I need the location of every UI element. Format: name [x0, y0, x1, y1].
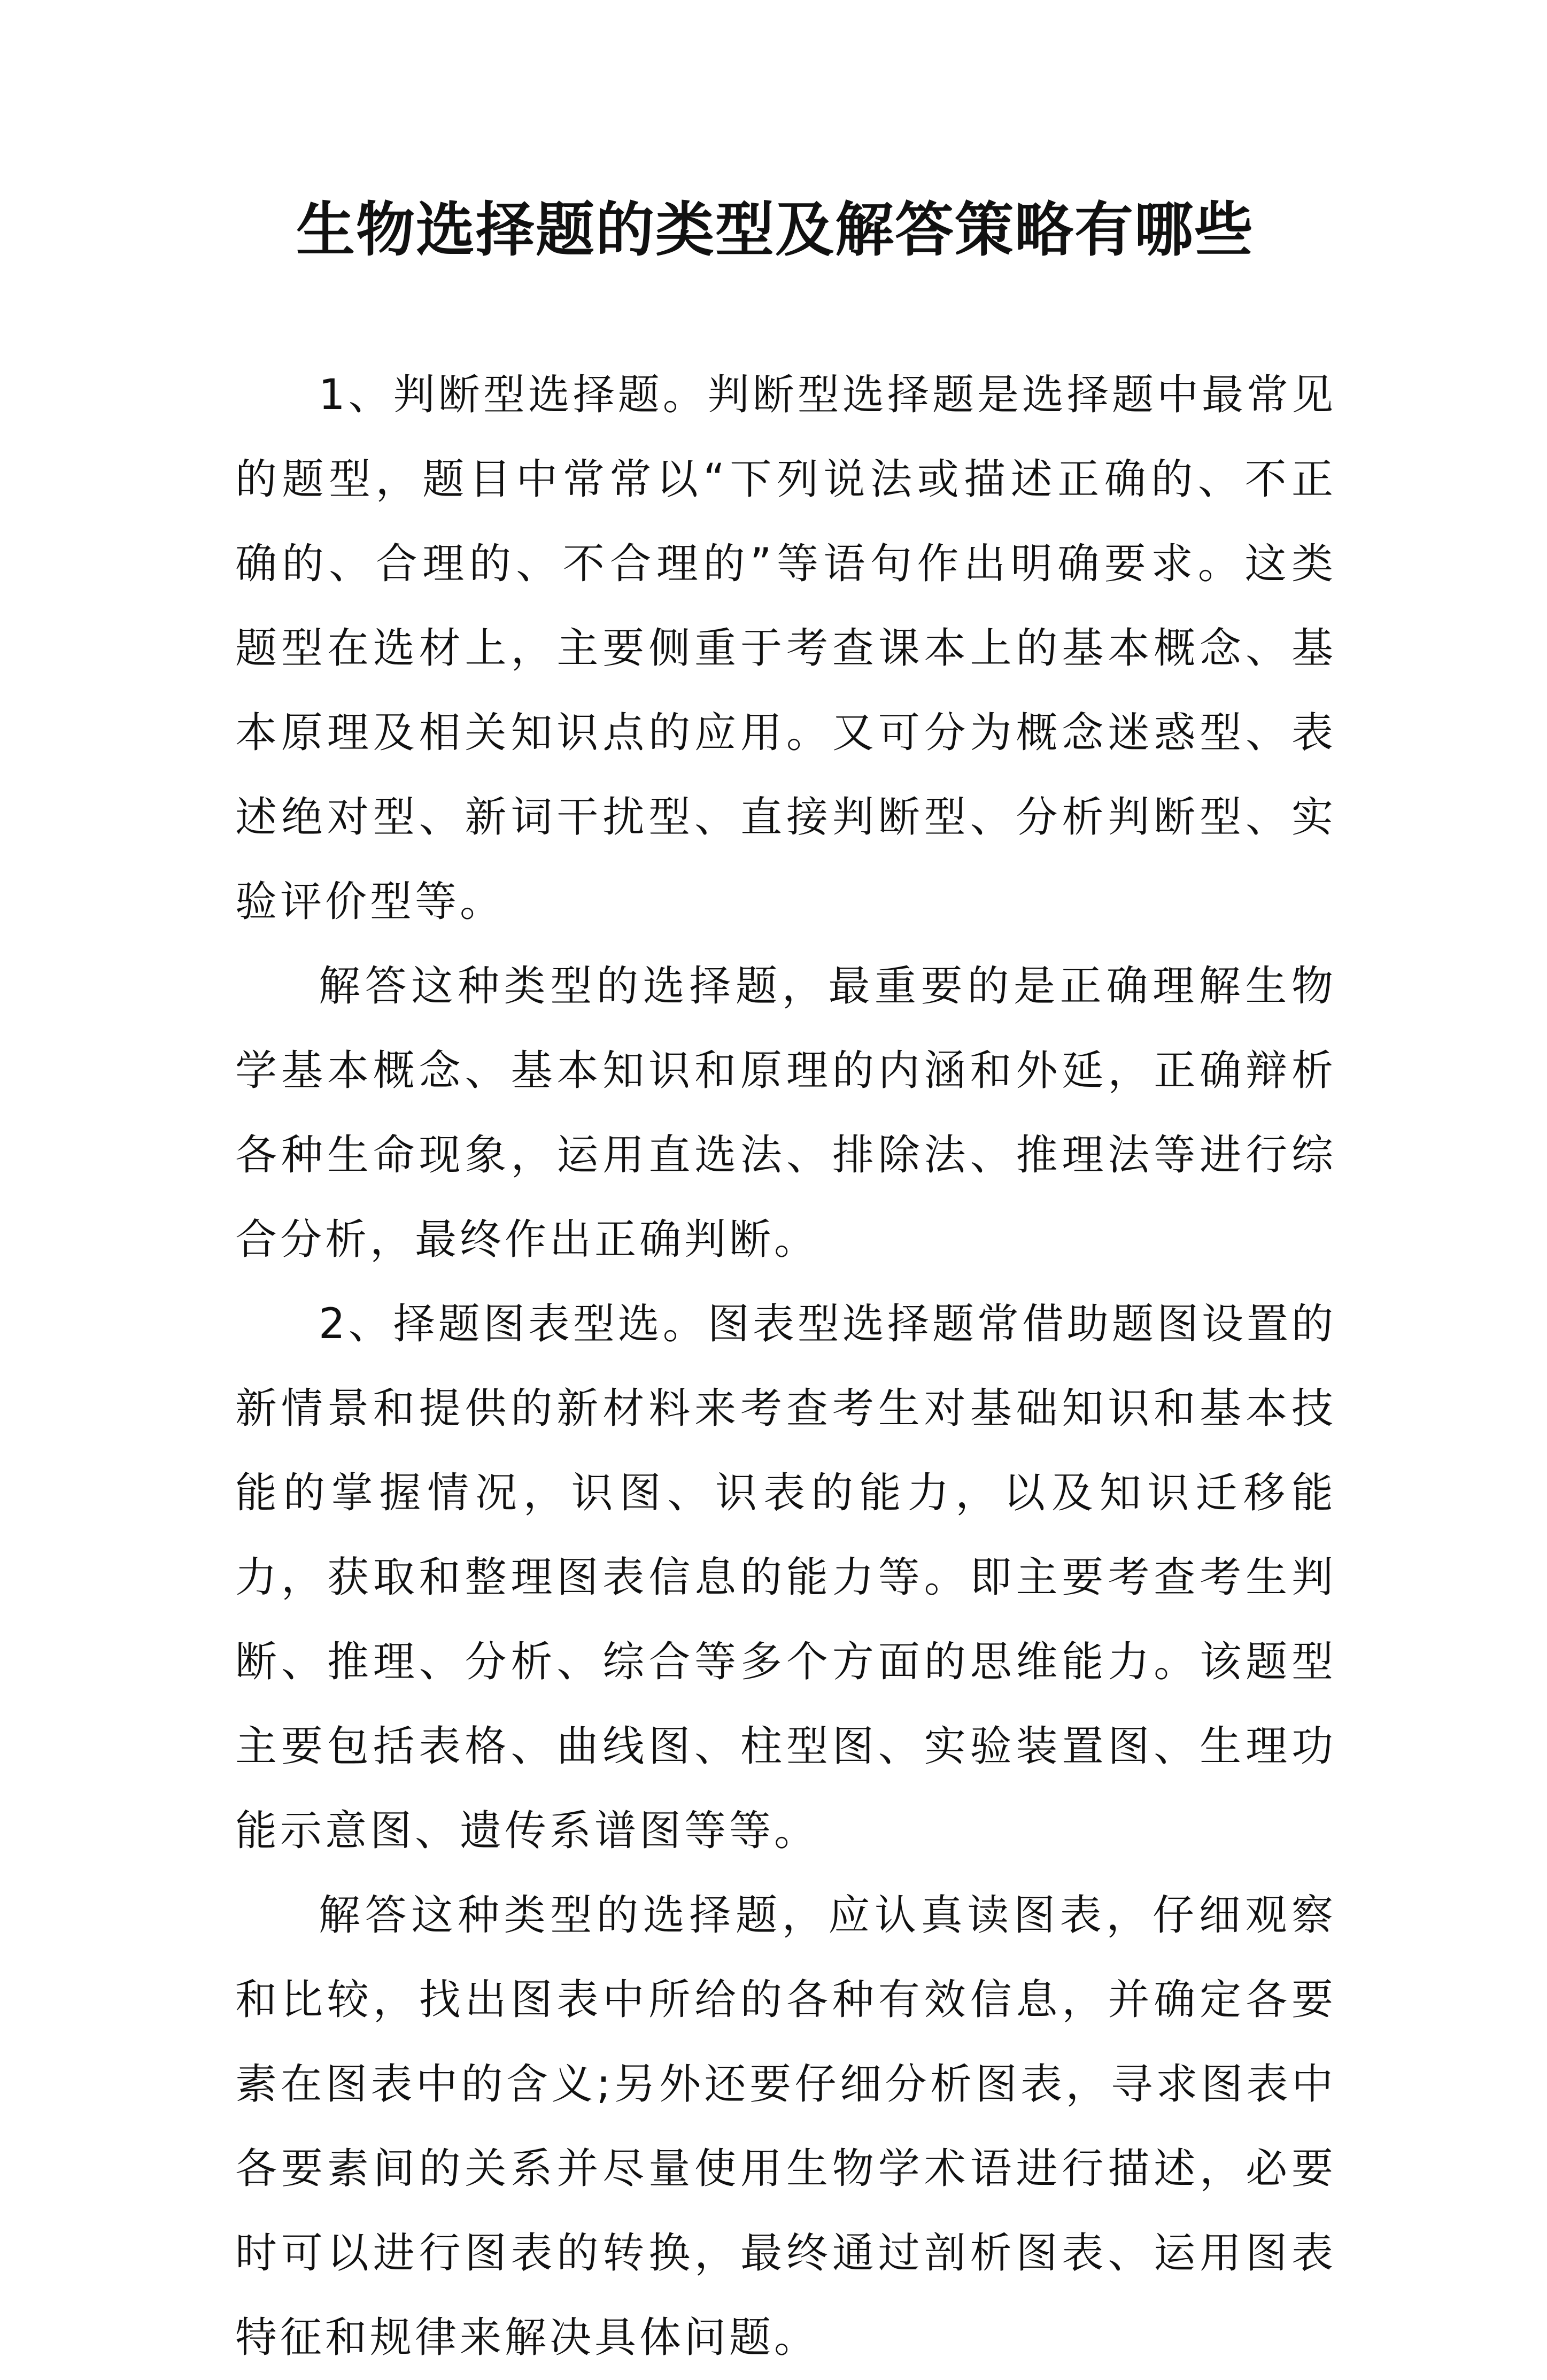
paragraph-chart-type: 2、择题图表型选。图表型选择题常借助题图设置的新情景和提供的新材料来考查考生对基础知识和基本技能的掌握情况，识图、识表的能力，以及知识迁移能力，获取和整理图表信息的能力等。即主要考查考生判断、推理、分析、综合等多个方面的思维能力。该题型主要包括表格、曲线图、柱型图、实验装置图、生理功能示意图、遗传系谱图等等。: [235, 1300, 1336, 1855]
paragraph-chart-strategy: 解答这种类型的选择题，应认真读图表，仔细观察和比较，找出图表中所给的各种有效信息，并确定各要素在图表中的含义;另外还要仔细分析图表，寻求图表中各要素间的关系并尽量使用生物学术语进行描述，必要时可以进行图表的转换，最终通过剖析图表、运用图表特征和规律来解决具体问题。: [235, 1891, 1336, 2362]
document-body: [235, 353, 1336, 2380]
paragraph-judgment-type: 1、判断型选择题。判断型选择题是选择题中最常见的题型，题目中常常以“下列说法或描述正确的、不正确的、合理的、不合理的”等语句作出明确要求。这类题型在选材上，主要侧重于考查课本上的基本概念、基本原理及相关知识点的应用。又可分为概念迷惑型、表述绝对型、新词干扰型、直接判断型、分析判断型、实验评价型等。: [235, 371, 1336, 926]
paragraph-judgment-strategy: 解答这种类型的选择题，最重要的是正确理解生物学基本概念、基本知识和原理的内涵和外延，正确辩析各种生命现象，运用直选法、排除法、推理法等进行综合分析，最终作出正确判断。: [235, 962, 1336, 1264]
document-title: 生物选择题的类型及解答策略有哪些: [296, 195, 1254, 264]
